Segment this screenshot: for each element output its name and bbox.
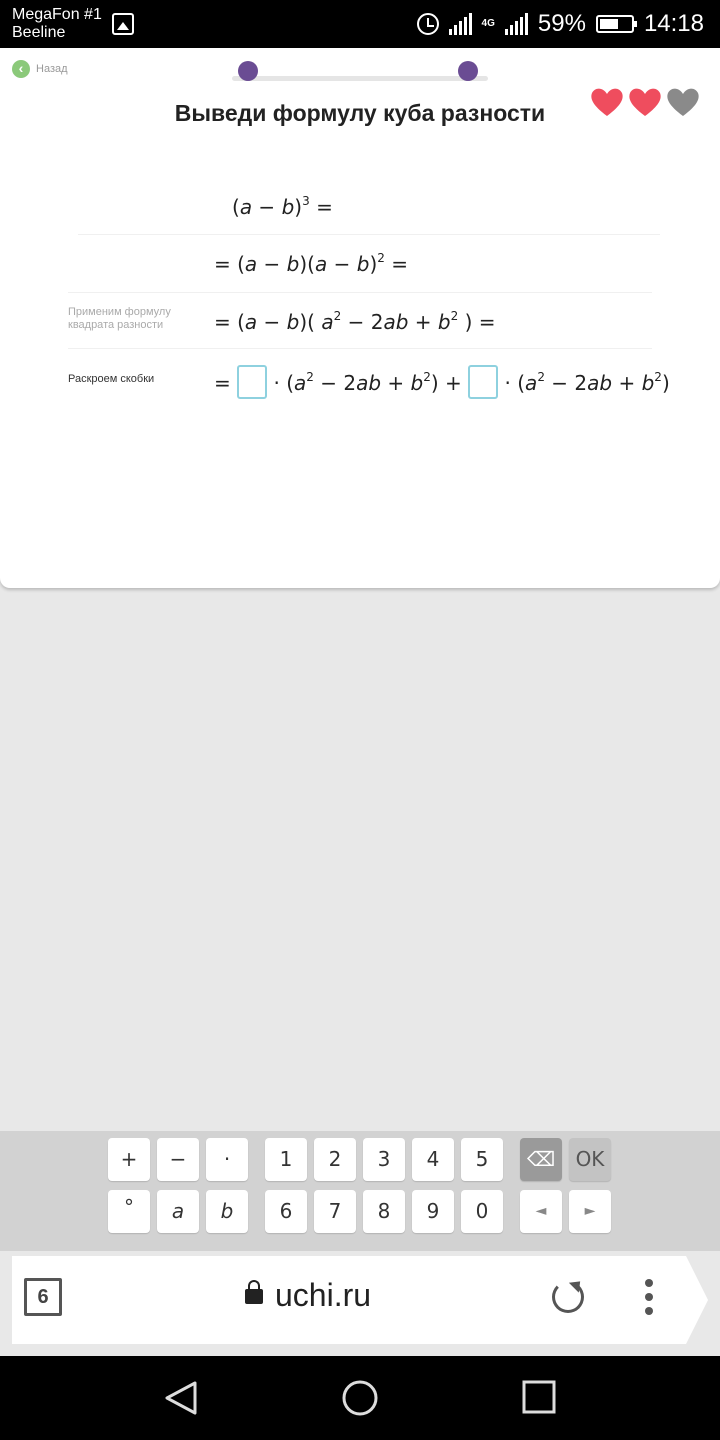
nav-recent-apps-icon[interactable] (522, 1380, 556, 1414)
carrier-info (12, 6, 102, 42)
key-b[interactable]: b (206, 1190, 248, 1233)
key-a[interactable]: a (157, 1190, 199, 1233)
network-type: 4G (481, 18, 495, 29)
cursor-right-key[interactable]: ► (569, 1190, 611, 1233)
lock-icon (245, 1289, 263, 1304)
key-multiply[interactable]: · (206, 1138, 248, 1181)
key-9[interactable]: 9 (412, 1190, 454, 1233)
gallery-notification-icon (112, 13, 134, 35)
more-menu-icon[interactable] (645, 1279, 655, 1319)
browser-toolbar (0, 1251, 720, 1356)
signal-icon-1 (449, 13, 472, 35)
backspace-key[interactable]: ⌫ (520, 1138, 562, 1181)
back-label: Назад (36, 63, 68, 75)
carrier-name-1: MegaFon #1 (12, 6, 102, 23)
status-bar (0, 0, 720, 48)
key-minus[interactable]: − (157, 1138, 199, 1181)
key-degree[interactable]: ° (108, 1190, 150, 1233)
progress-track (232, 76, 488, 81)
ok-button[interactable]: OK (569, 1138, 611, 1181)
progress-dot-1 (238, 61, 258, 81)
answer-blank-1[interactable] (237, 365, 267, 399)
step-3-label: Применим формулу квадрата разности (68, 306, 171, 331)
alarm-icon (417, 13, 439, 35)
url-bar-edge (686, 1256, 708, 1344)
divider (78, 234, 660, 235)
derivation-step-2: = $(a - b)(a - b)^2$ = (214, 251, 409, 276)
derivation-step-1: $(a - b)^3$ = (232, 194, 333, 219)
signal-icon-2 (505, 13, 528, 35)
tabs-count-button[interactable]: 6 (24, 1278, 62, 1316)
clock: 14:18 (643, 10, 704, 37)
system-nav-bar (0, 1356, 720, 1440)
cursor-left-key[interactable]: ◄ (520, 1190, 562, 1233)
key-8[interactable]: 8 (363, 1190, 405, 1233)
reload-icon[interactable] (552, 1281, 584, 1313)
math-keypad (0, 1131, 720, 1251)
progress-bar (232, 59, 488, 81)
lesson-card (0, 48, 720, 588)
battery-percent: 59% (537, 10, 586, 37)
key-4[interactable]: 4 (412, 1138, 454, 1181)
status-indicators (417, 0, 704, 48)
key-1[interactable]: 1 (265, 1138, 307, 1181)
divider (68, 348, 652, 349)
carrier-name-2: Beeline (12, 24, 66, 41)
divider (68, 292, 652, 293)
chevron-left-icon: ‹ (12, 60, 30, 78)
url-text[interactable]: uchi.ru (275, 1277, 372, 1313)
key-3[interactable]: 3 (363, 1138, 405, 1181)
back-button[interactable] (12, 60, 68, 78)
key-7[interactable]: 7 (314, 1190, 356, 1233)
step-4-label: Раскроем скобки (68, 373, 155, 385)
derivation-step-3: = (a − b)( $a^2 - 2ab + b^2$ ) = (214, 309, 496, 334)
key-2[interactable]: 2 (314, 1138, 356, 1181)
key-5[interactable]: 5 (461, 1138, 503, 1181)
answer-blank-2[interactable] (468, 365, 498, 399)
key-0[interactable]: 0 (461, 1190, 503, 1233)
key-6[interactable]: 6 (265, 1190, 307, 1233)
nav-home-icon[interactable] (342, 1380, 378, 1416)
battery-icon (596, 15, 634, 33)
progress-dot-2 (458, 61, 478, 81)
task-title: Выведи формулу куба разности (174, 100, 546, 126)
derivation-step-4: = · $(a^2 - 2ab + b^2)$ + · $(a^2 - 2ab + b^2)$ (214, 365, 670, 399)
key-plus[interactable]: + (108, 1138, 150, 1181)
